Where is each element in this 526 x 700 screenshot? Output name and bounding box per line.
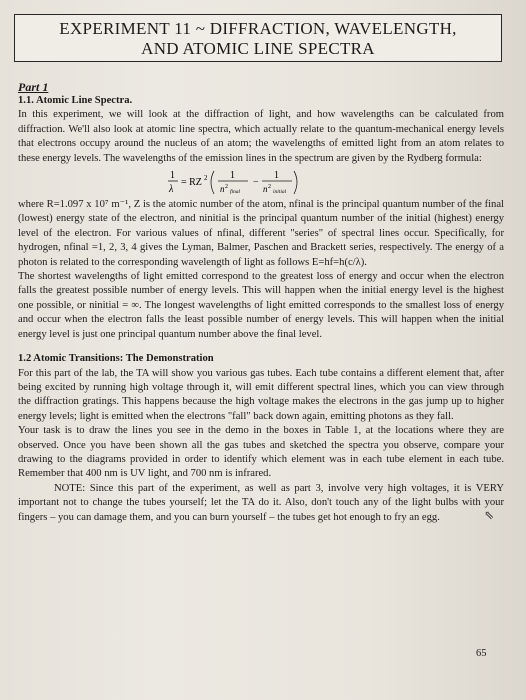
mouse-cursor-icon: ⇖ (484, 508, 495, 522)
svg-text:λ: λ (169, 184, 174, 196)
svg-text:final: final (230, 189, 241, 196)
svg-text:= RZ: = RZ (181, 177, 202, 189)
part-label: Part 1 (18, 80, 49, 94)
section-2-paragraph-1: For this part of the lab, the TA will show you various gas tubes. Each tube contains a different element that, after being excited by running high voltage through it, will emit different spectral lines, which you can view through the diffraction gratings. This happens because the high voltage makes the electrons in the gas jump up to higher energy levels; light is emitted when the electrons "fall" back down again, emitting photons as they fall. (18, 367, 504, 422)
rydberg-formula (168, 167, 504, 197)
page-number: 65 (476, 648, 487, 659)
svg-text:1: 1 (170, 170, 175, 182)
svg-text:1: 1 (230, 170, 235, 182)
section-2-paragraph-2: Your task is to draw the lines you see in the demo in the boxes in Table 1, at the locations where they are observed. Once you have been shown all the gas tubes and sketched the spectra you observe, compare your drawing to the diagrams provided in order to identify which element was in each tube element in each tube. Remember that 400 nm is UV light, and 700 nm is infrared. (18, 425, 504, 480)
section-1-paragraph-1: In this experiment, we will look at the diffraction of light, and how wavelengths can be calculated from diffraction. We'll also look at atomic line spectra, which actually relate to the quantum-mechanical energy levels that electrons occupy around the nucleus of an atom; the wavelengths of emitted light from an atom relates to these energy levels. The wavelengths of the emission lines in the spectrum are given by the Rydberg formula: (18, 109, 504, 164)
svg-text:2: 2 (268, 184, 271, 191)
svg-text:initial: initial (273, 189, 287, 196)
title-line-1: EXPERIMENT 11 ~ DIFFRACTION, WAVELENGTH, (59, 19, 457, 38)
svg-text:1: 1 (274, 170, 279, 182)
document-body (18, 80, 504, 525)
title-line-2: AND ATOMIC LINE SPECTRA (141, 39, 375, 58)
section-1-paragraph-3: The shortest wavelengths of light emitted correspond to the greatest loss of energy and occur when the electron falls the greatest possible number of energy levels. This will happen when the initial energy level is the highest one possible, or ninitial = ∞. The longest wavelengths of light emitted corresponds to the smallest loss of energy and occur when the electron falls the least possible number of energy levels. This will happen when the initial energy level is just one principal quantum number above the final level. (18, 271, 504, 340)
svg-text:2: 2 (204, 174, 208, 183)
rydberg-formula-graphic (168, 167, 338, 197)
section-2-heading: 1.2 Atomic Transitions: The Demonstration (18, 353, 214, 365)
svg-text:n: n (263, 184, 268, 195)
svg-text:n: n (220, 184, 225, 195)
svg-text:2: 2 (225, 184, 228, 191)
section-1-heading: 1.1. Atomic Line Spectra. (18, 95, 133, 106)
section-2-note: NOTE: Since this part of the experiment, as well as part 3, involve very high voltages, it is VERY important not to change the tubes yourself; let the TA do it. Also, don't touch any of the light bulbs with your fingers – you can damage them, and you can burn yourself – the tubes get hot enough to fry an egg. (18, 482, 504, 523)
section-1-paragraph-2: where R=1.097 x 10⁷ m⁻¹, Z is the atomic number of the atom, nfinal is the principal quantum number of the final (lowest) energy state of the electron, and ninitial is the principal quantum number of the initial (highest) energy level of the electron. For various values of nfinal, different "series" of spectral lines occur. Specifically, for hydrogen, nfinal =1, 2, 3, 4 gives the Lyman, Balmer, Paschen and Brackett series, respectively. The energy of a photon is related to the corresponding wavelength of light as follows E=hf=h(c/λ). (18, 199, 504, 268)
experiment-title-box (14, 14, 502, 62)
svg-text:−: − (253, 177, 259, 189)
